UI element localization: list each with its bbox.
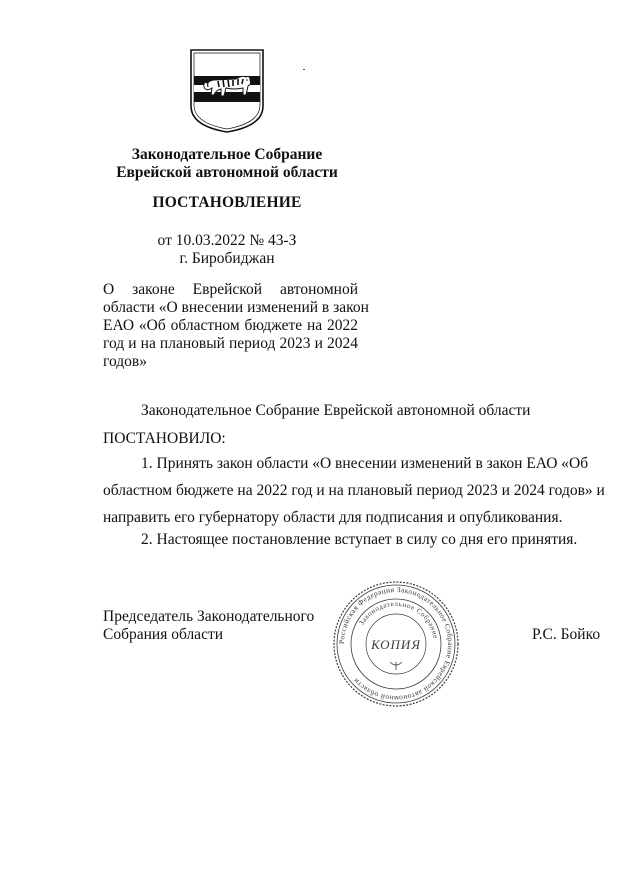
subject-line: годов» bbox=[103, 353, 147, 370]
body-intro: Законодательное Собрание Еврейской автономной области bbox=[141, 402, 531, 419]
svg-text:Законодательное Собрание bbox=[358, 600, 440, 640]
scan-speck bbox=[303, 69, 305, 70]
stamp-center-text: КОПИЯ bbox=[371, 637, 421, 652]
signer-title-line1: Председатель Законодательного bbox=[103, 608, 315, 625]
paragraph-line: 2. Настоящее постановление вступает в силу со дня его принятия. bbox=[141, 531, 578, 548]
paragraph-line: областном бюджете на 2022 год и на плановый период 2023 и 2024 годов» и bbox=[103, 482, 605, 499]
coat-of-arms-emblem bbox=[189, 48, 265, 134]
document-date-number: от 10.03.2022 № 43-З bbox=[157, 232, 297, 249]
stamp-outer-text: Российская Федерация Законодательное Собрание Еврейской автономной области bbox=[336, 584, 456, 704]
document-subject bbox=[103, 281, 369, 371]
signer-title bbox=[103, 608, 314, 644]
organization-name-line2: Еврейской автономной области bbox=[116, 164, 338, 181]
paragraph-2 bbox=[103, 531, 577, 558]
subject-line: О законе Еврейской автономной bbox=[103, 281, 358, 298]
body-resolved: ПОСТАНОВИЛО: bbox=[103, 430, 226, 447]
official-seal-stamp bbox=[330, 578, 462, 710]
subject-line: год и на плановый период 2023 и 2024 bbox=[103, 335, 358, 352]
paragraph-line: 1. Принять закон области «О внесении изменений в закон ЕАО «Об bbox=[141, 455, 589, 472]
document-city: г. Биробиджан bbox=[179, 250, 275, 267]
signer-title-line2: Собрания области bbox=[103, 626, 224, 643]
document-type: ПОСТАНОВЛЕНИЕ bbox=[152, 194, 302, 211]
subject-line: ЕАО «Об областном бюджете на 2022 bbox=[103, 317, 358, 334]
paragraph-line: направить его губернатору области для подписания и опубликования. bbox=[103, 509, 563, 526]
subject-line: области «О внесении изменений в закон bbox=[103, 299, 369, 316]
stamp-inner-text: Законодательное Собрание bbox=[357, 599, 440, 640]
organization-name-line1: Законодательное Собрание bbox=[131, 146, 323, 163]
paragraph-1 bbox=[103, 455, 605, 536]
signer-name: Р.С. Бойко bbox=[532, 626, 601, 643]
